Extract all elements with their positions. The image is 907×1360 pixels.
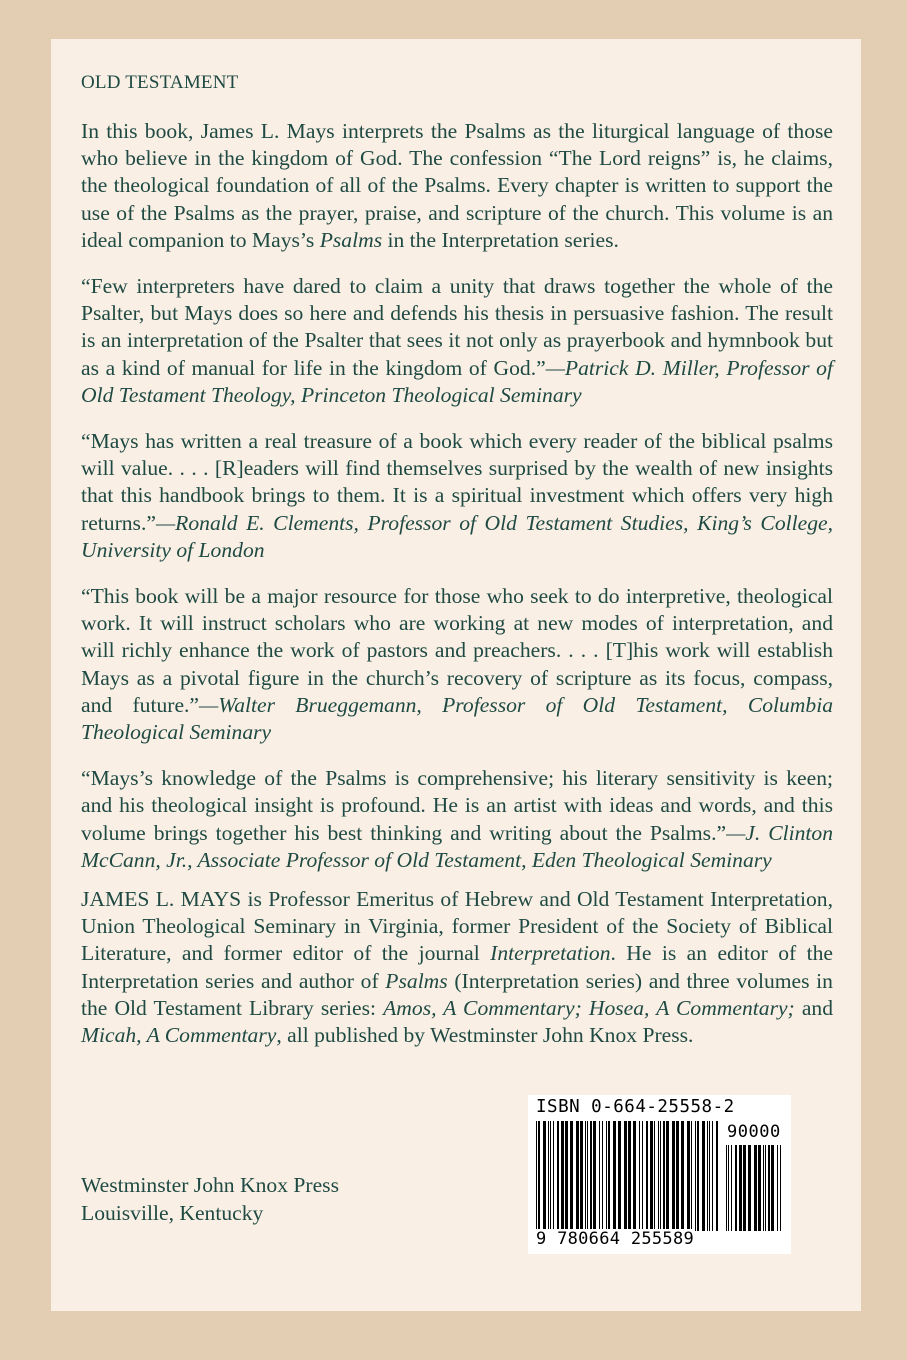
barcode-bar [691,1121,692,1231]
intro-text-b: in the Interpretation series. [382,227,619,252]
isbn-barcode [528,1095,791,1254]
review-attribution: —Walter Brueggemann, Professor of Old Testament, Columbia Theological Seminary [81,692,833,745]
barcode-bar [687,1121,690,1231]
review-attribution: —Ronald E. Clements, Professor of Old Testament Studies, King’s College, University of London [81,510,833,562]
barcode-bar [608,1121,610,1231]
barcode-bar [613,1121,616,1231]
barcode-bar [743,1145,746,1231]
barcode-bar [570,1121,573,1231]
barcode-bar [599,1121,600,1231]
barcode-bar [731,1145,732,1231]
barcode-bar [642,1121,643,1231]
barcode-bar [702,1121,705,1231]
barcode-bar [561,1121,564,1231]
barcode-bar [707,1121,708,1231]
barcode-bar [606,1121,607,1231]
bio-text-5: , all published by Westminster John Knox Press. [276,1023,694,1048]
barcode-bar [726,1145,727,1231]
barcode-bar [618,1121,621,1231]
barcode-bar [538,1121,540,1231]
bio-journal-title: Interpretation [490,941,611,966]
back-cover [51,39,861,1311]
barcode-bar [763,1145,764,1231]
barcode-bar [650,1121,653,1231]
barcode-bar [771,1145,774,1231]
barcode-bar [654,1121,655,1231]
section-label: OLD TESTAMENT [81,72,239,93]
review-attribution: —Patrick D. Miller, Professor of Old Testament Theology, Princeton Theological Seminary [81,355,833,407]
cover-text [81,72,833,1068]
barcode-bar [663,1121,665,1231]
review-brueggemann [81,583,833,746]
barcode-bar [602,1121,603,1231]
barcode-bar [716,1121,718,1231]
review-quote: “Mays’s knowledge of the Psalms is comprehensive; his literary sensitivity is keen; and his theological insight is profound. He is an artist with ideas and words, and this volume brings together his best thinking and writing about the Psalms.” [81,766,833,845]
barcode-bar [557,1121,559,1231]
review-mccann [81,765,833,874]
review-quote: “This book will be a major resource for those who seek to do interpretive, theological work. It will instruct scholars who are working at new modes of interpretation, and will richly enhance the work of pastors and preachers. . . . [T]his work will establish Mays as a pivotal figure in the church’s recovery of scripture as its focus, compass, and future.” [81,584,833,717]
barcode-bar [739,1145,742,1231]
barcode-bar [576,1121,579,1231]
review-clements [81,428,833,564]
review-miller [81,273,833,409]
barcode-bar [660,1121,661,1231]
barcode-bar [550,1121,551,1231]
barcode-bar [672,1121,675,1231]
isbn-label: ISBN 0-664-25558-2 [536,1097,735,1117]
barcode-bar [676,1121,679,1231]
barcode-bar [765,1145,766,1231]
barcode-bar [735,1145,737,1231]
price-code: 90000 [727,1122,781,1142]
intro-paragraph [81,118,833,254]
barcode-bar [536,1121,537,1231]
barcode-bar [681,1121,684,1231]
barcode-bar [543,1121,546,1231]
barcode-bar [628,1121,631,1231]
intro-text-a: In this book, James L. Mays interprets the Psalms as the liturgical language of those who believe in the kingdom of God. The confession “The Lord reigns” is, he claims, the theological foundation of all of the Psalms. Every chapter is written to support the use of the Psalms as the prayer, praise, and scripture of the church. This volume is an ideal companion to Mays’s [81,119,833,252]
barcode-bar [758,1145,761,1231]
barcode-bar [777,1145,778,1231]
publisher-block [81,1171,339,1227]
bio-text-4: and [794,995,834,1020]
barcode-bar [748,1145,751,1231]
barcode-bar [548,1121,549,1231]
bio-book-micah: Micah, A Commentary [81,1023,277,1048]
barcode-bar [624,1121,627,1231]
ean-digits: 9 780664 255589 [536,1229,695,1249]
bio-book-psalms: Psalms [385,968,448,993]
barcode-bar [585,1121,586,1231]
bio-text-2: . He is an editor of the Interpretation series and author of [81,941,833,993]
barcode-bar [587,1121,588,1231]
barcode-bar [658,1121,659,1231]
barcode-bar [565,1121,568,1231]
publisher-name: Westminster John Knox Press [81,1173,339,1197]
barcode-bar [646,1121,648,1231]
barcode-bar [768,1145,770,1231]
barcode-bar [754,1145,757,1231]
barcode-bar [639,1121,640,1231]
barcode-bar [695,1121,696,1231]
barcode-bar [593,1121,596,1231]
barcode-bar [697,1121,699,1231]
barcode-bar [580,1121,583,1231]
barcode-bar [728,1145,729,1231]
author-bio [81,886,833,1049]
bio-text-1: JAMES L. MAYS is Professor Emeritus of Hebrew and Old Testament Interpretation, Union Theological Seminary in Virginia, former President of the Society of Biblical Literature, and former editor of the journal [81,887,833,966]
review-quote: “Few interpreters have dared to claim a unity that draws together the whole of the Psalter, but Mays does so here and defends his thesis in persuasive fashion. The result is an interpretation of the Psalter that sees it not only as prayerbook and hymnbook but as a kind of manual for life in the kingdom of God.” [81,274,833,380]
intro-book-title: Psalms [319,227,383,252]
barcode-bar [633,1121,636,1231]
publisher-location: Louisville, Kentucky [81,1201,264,1225]
barcode-bar [780,1145,781,1231]
bio-books-amos-hosea: Amos, A Commentary; Hosea, A Commentary; [383,995,795,1020]
bio-text-3: (Interpretation series) and three volumes in the Old Testament Library series: [81,968,833,1020]
review-quote: “Mays has written a real treasure of a book which every reader of the biblical psalms will value. . . . [R]eaders will find themselves surprised by the wealth of new insights that this handbook brings to them. It is a spiritual investment which offers very high returns.” [81,429,833,535]
review-attribution: —J. Clinton McCann, Jr., Associate Professor of Old Testament, Eden Theological Seminary [81,820,834,872]
barcode-bar [712,1121,713,1231]
barcode-bar [553,1121,554,1231]
barcode-bar [590,1121,592,1231]
barcode-bar [709,1121,710,1231]
barcode-bar [666,1121,669,1231]
